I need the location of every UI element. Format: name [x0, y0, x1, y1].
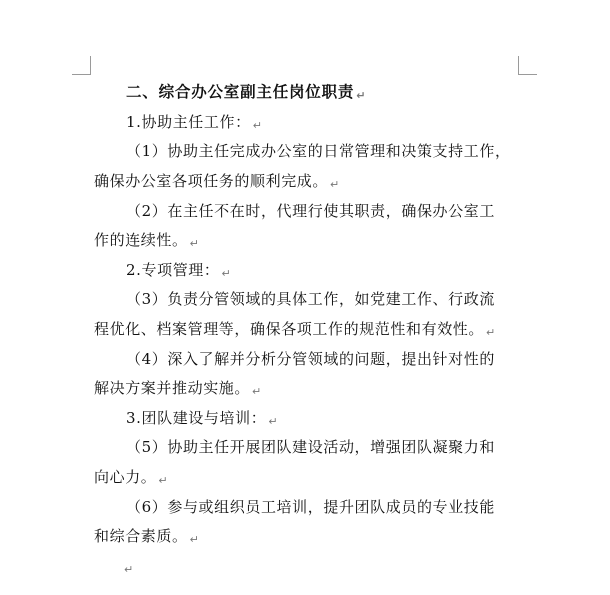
subheading-2: 2.专项管理： ↵: [126, 261, 232, 280]
paragraph-mark-icon: ↵: [124, 563, 134, 576]
paragraph-line: 程优化、档案管理等，确保各项工作的规范性和有效性。 ↵: [94, 320, 496, 339]
paragraph-mark-icon: ↵: [189, 533, 200, 546]
paragraph-line: （1）协助主任完成办公室的日常管理和决策支持工作，: [126, 142, 511, 160]
paragraph-mark-icon: ↵: [486, 326, 496, 339]
paragraph-line: （3）负责分管领域的具体工作，如党建工作、行政流: [126, 290, 495, 308]
paragraph-mark-icon: ↵: [189, 237, 200, 250]
section-heading: 二、综合办公室副主任岗位职责 ↵: [126, 83, 367, 102]
paragraph-mark-icon: ↵: [252, 119, 263, 132]
paragraph-line: （4）深入了解并分析分管领域的问题，提出针对性的: [126, 350, 495, 368]
paragraph-line: 解决方案并推动实施。 ↵: [94, 379, 262, 398]
subheading-1: 1.协助主任工作： ↵: [126, 113, 263, 132]
paragraph-mark-icon: ↵: [158, 474, 169, 487]
paragraph-mark-icon: ↵: [268, 415, 279, 428]
paragraph-line: 向心力。 ↵: [94, 468, 169, 487]
paragraph-mark-icon: ↵: [330, 178, 340, 191]
paragraph-line: （5）协助主任开展团队建设活动，增强团队凝聚力和: [126, 438, 495, 456]
top-left-margin-mark: [72, 56, 91, 75]
subheading-3: 3.团队建设与培训： ↵: [126, 409, 279, 428]
paragraph-line: 确保办公室各项任务的顺利完成。 ↵: [94, 172, 340, 191]
paragraph-line: （6）参与或组织员工培训，提升团队成员的专业技能: [126, 498, 495, 516]
top-right-margin-mark: [518, 56, 537, 75]
paragraph-mark-icon: ↵: [221, 267, 232, 280]
paragraph-mark-icon: ↵: [252, 385, 262, 398]
paragraph-line: 作的连续性。 ↵: [94, 231, 200, 250]
paragraph-line: （2）在主任不在时，代理行使其职责，确保办公室工: [126, 202, 495, 220]
paragraph-line: 和综合素质。 ↵: [94, 527, 200, 546]
paragraph-mark-icon: ↵: [356, 89, 367, 102]
